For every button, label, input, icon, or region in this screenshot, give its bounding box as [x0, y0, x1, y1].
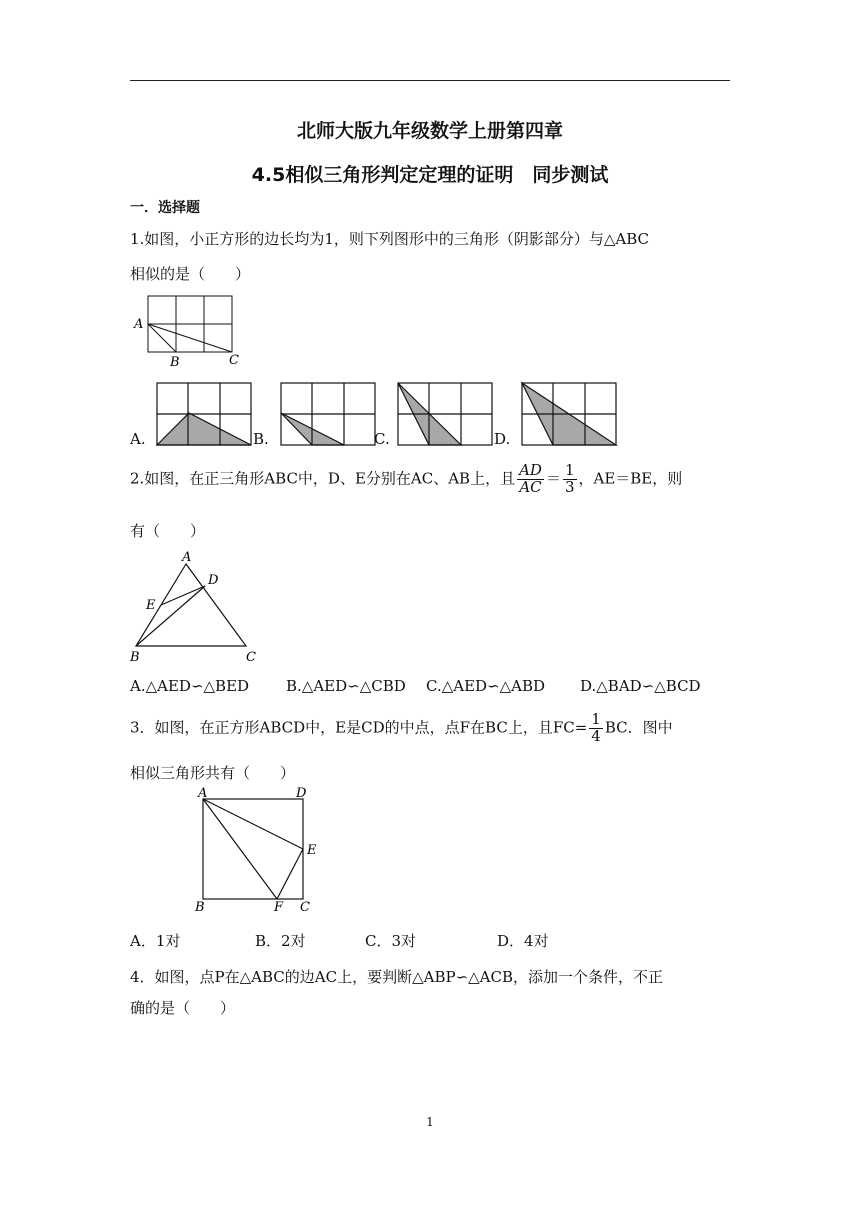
q1-figure: [130, 290, 270, 370]
q2-fraction-ad-ac: [517, 463, 544, 496]
q2-figure: [128, 548, 268, 668]
q2-frac2-numerator: 1: [564, 461, 575, 479]
q1-option-b-figure: [281, 383, 377, 447]
header-rule: [130, 80, 730, 81]
q3-frac-numerator: 1: [591, 710, 601, 728]
page-number: 1: [426, 1115, 434, 1129]
q2-equals: ＝: [545, 469, 561, 488]
q2-label-a: A: [182, 550, 192, 565]
q1-text-line1: 1.如图，小正方形的边长均为1，则下列图形中的三角形（阴影部分）与△ABC: [130, 230, 650, 248]
q2-option-d[interactable]: D.△BAD∽△BCD: [580, 677, 701, 695]
q3-label-b: B: [195, 900, 205, 915]
q3-text-post: BC．图中: [604, 718, 673, 737]
q3-frac-denominator: 4: [591, 726, 601, 745]
q2-frac1-denominator: AC: [519, 477, 542, 496]
q1-option-d-label[interactable]: D.: [494, 430, 511, 448]
q2-text-line1: [130, 463, 682, 496]
q3-label-a: A: [198, 786, 208, 801]
q1-label-c: C: [229, 353, 239, 368]
q2-label-c: C: [246, 650, 256, 665]
q3-label-c: C: [300, 900, 310, 915]
q3-text-line2: 相似三角形共有（ ）: [130, 764, 296, 782]
document-title: 北师大版九年级数学上册第四章: [296, 120, 563, 142]
q2-fraction-one-third: [563, 463, 577, 496]
q2-label-b: B: [130, 650, 140, 665]
q1-option-d-figure: [522, 383, 618, 447]
q3-label-e: E: [307, 843, 317, 858]
q2-label-e: E: [146, 598, 156, 613]
q2-frac2-denominator: 3: [564, 477, 575, 496]
section-heading: 一．选择题: [130, 200, 200, 216]
q3-label-d: D: [296, 786, 307, 801]
q2-option-a[interactable]: A.△AED∽△BED: [130, 677, 250, 695]
q1-option-c-label[interactable]: C.: [374, 430, 390, 448]
q2-option-b[interactable]: B.△AED∽△CBD: [286, 677, 406, 695]
q2-text-line2: 有（ ）: [130, 522, 206, 540]
q2-text-post: ，AE＝BE，则: [578, 469, 683, 488]
q1-label-a: A: [134, 317, 144, 332]
q1-option-a-label[interactable]: A.: [130, 430, 146, 448]
q1-text-line2: 相似的是（ ）: [130, 265, 251, 283]
q3-figure: [195, 785, 335, 915]
q3-label-f: F: [274, 900, 284, 915]
q3-option-b[interactable]: B．2对: [255, 932, 306, 950]
q3-option-c[interactable]: C．3对: [365, 932, 417, 950]
q3-option-a[interactable]: A．1对: [130, 932, 181, 950]
q3-text-pre: 3．如图，在正方形ABCD中，E是CD的中点，点F在BC上，且FC=: [130, 718, 588, 737]
q3-fraction-one-quarter: [589, 712, 603, 745]
q2-frac1-numerator: AD: [519, 461, 542, 479]
q1-option-b-label[interactable]: B.: [253, 430, 269, 448]
q1-label-b: B: [170, 355, 180, 370]
q1-option-a-figure: [157, 383, 253, 447]
q3-option-d[interactable]: D．4对: [497, 932, 549, 950]
q4-text-line1: 4．如图，点P在△ABC的边AC上，要判断△ABP∽△ACB，添加一个条件，不正: [130, 968, 664, 986]
document-subtitle: 4.5相似三角形判定定理的证明 同步测试: [251, 164, 609, 186]
q4-text-line2: 确的是（ ）: [130, 999, 236, 1017]
q3-text-line1: [130, 712, 673, 745]
q1-option-c-figure: [398, 383, 494, 447]
q2-text-pre: 2.如图，在正三角形ABC中，D、E分别在AC、AB上，且: [130, 469, 516, 488]
q2-option-c[interactable]: C.△AED∽△ABD: [426, 677, 546, 695]
q2-label-d: D: [208, 573, 219, 588]
